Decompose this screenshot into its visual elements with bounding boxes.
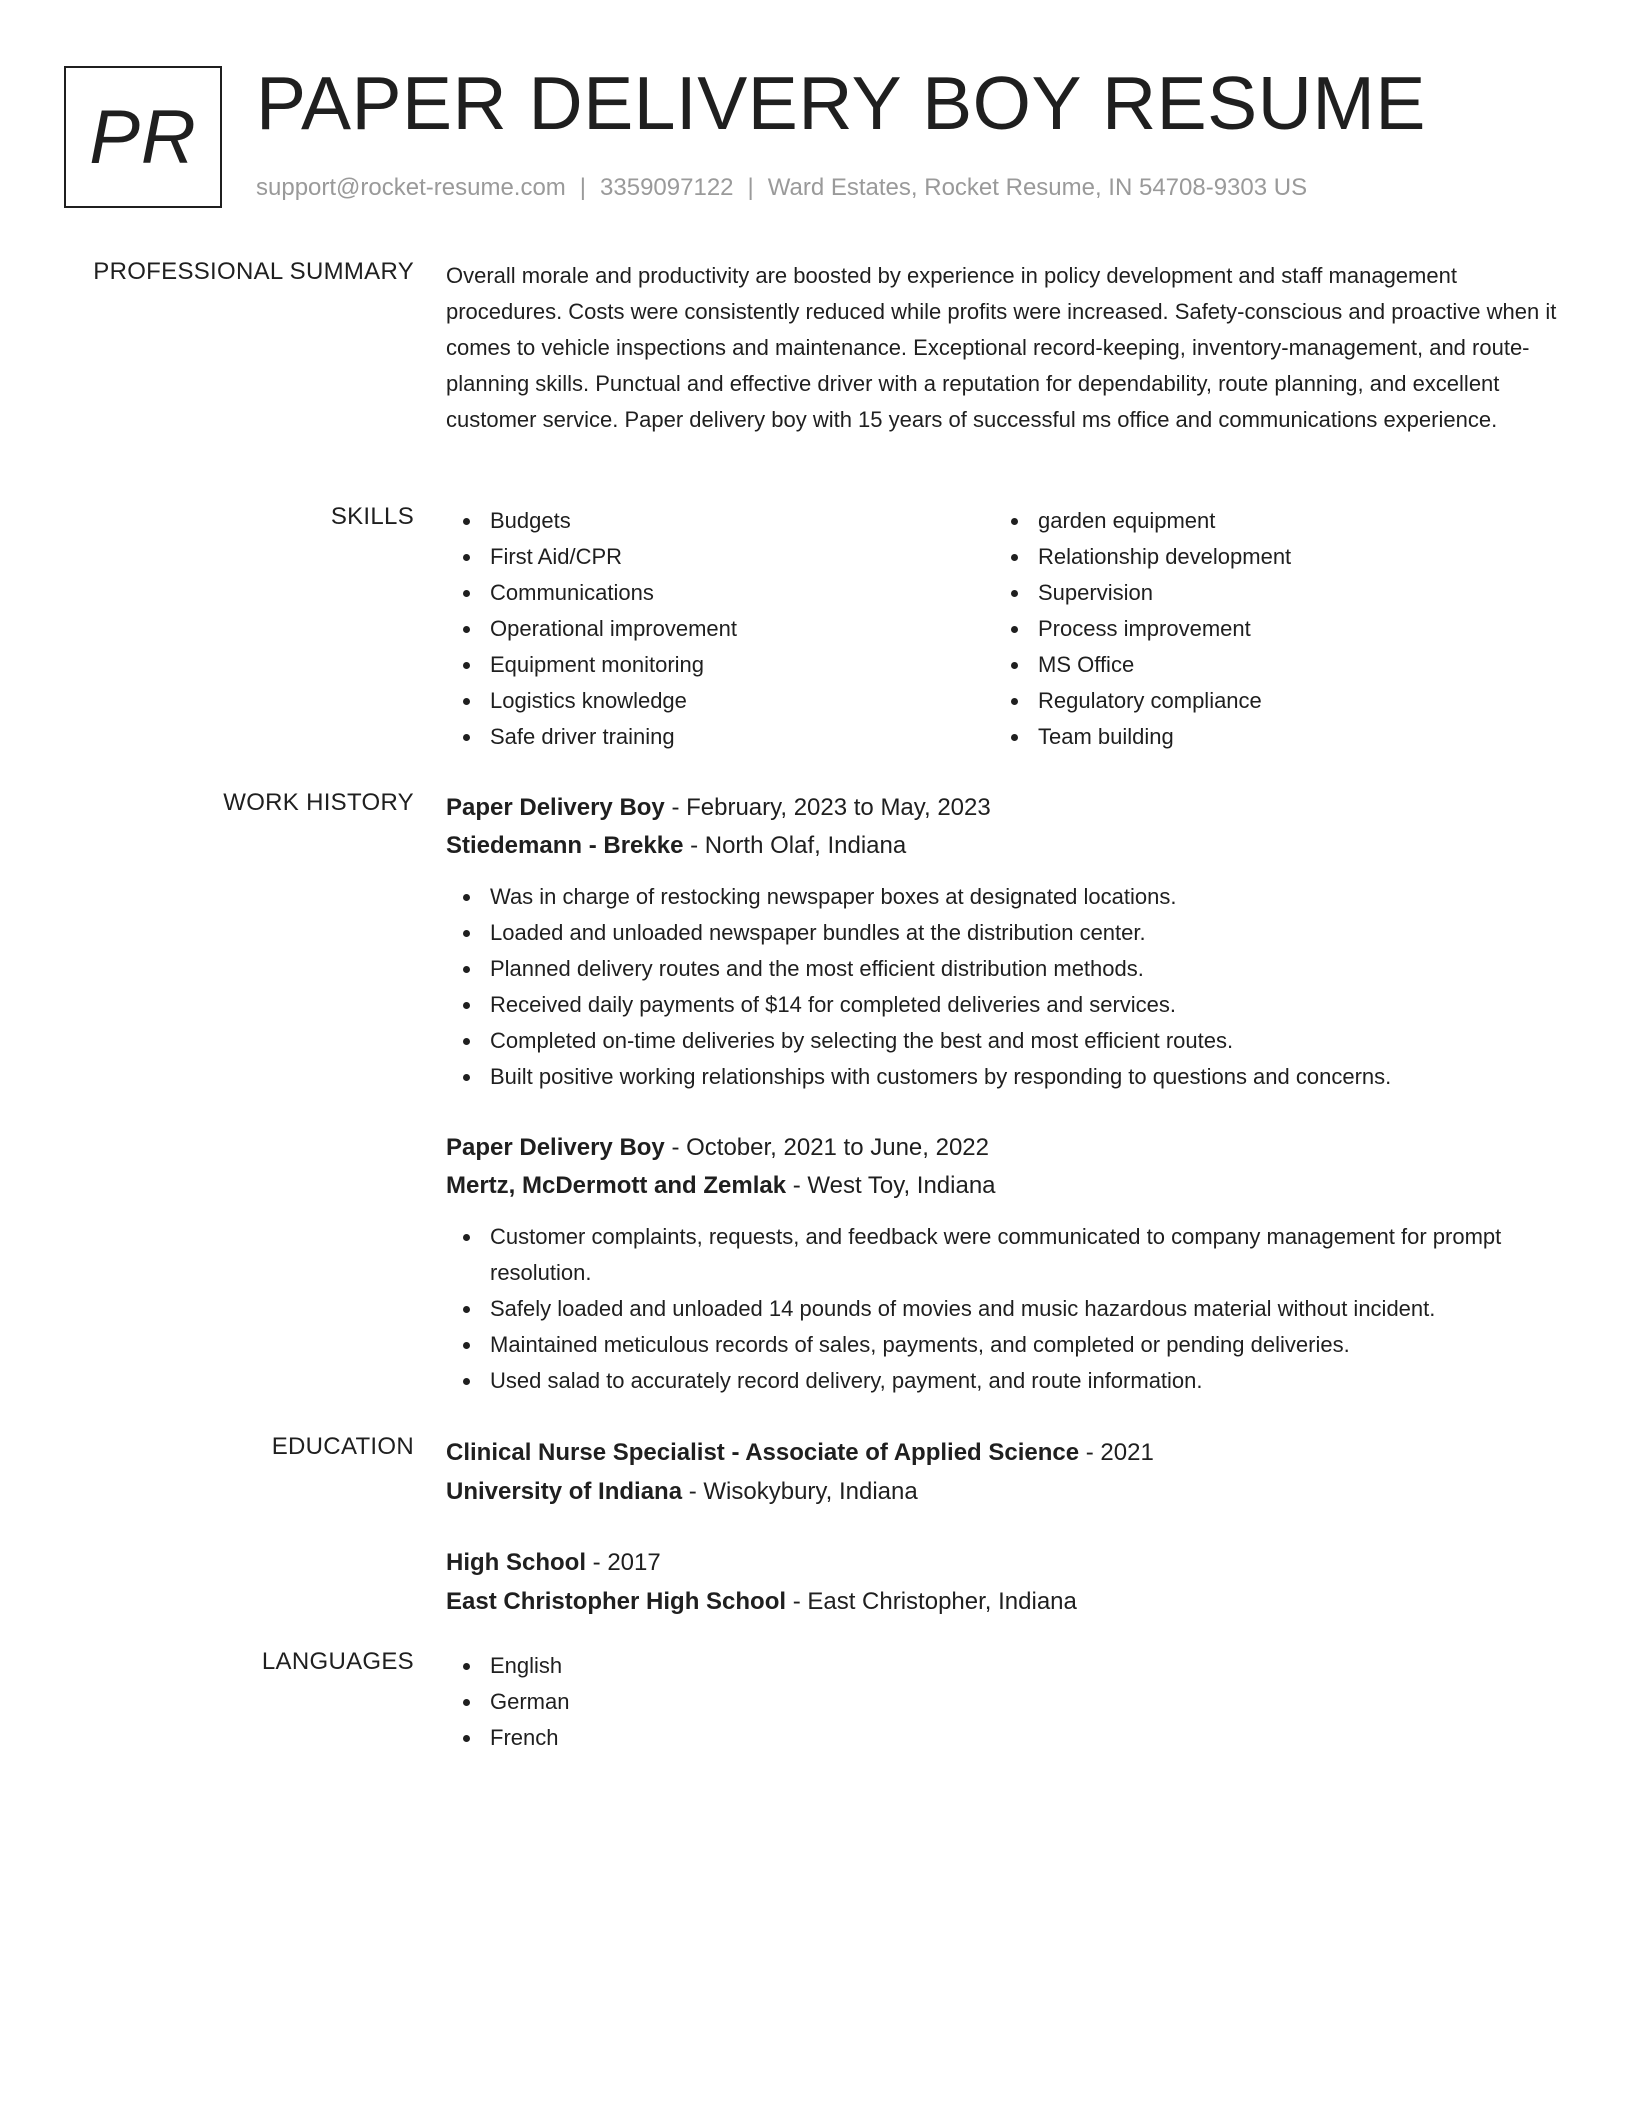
degree-name: Clinical Nurse Specialist - Associate of Applied Science bbox=[446, 1439, 1080, 1466]
skill-item: Safe driver training bbox=[446, 719, 994, 755]
degree-year: - 2017 bbox=[586, 1549, 661, 1576]
contact-address: Ward Estates, Rocket Resume, IN 54708-9303 US bbox=[767, 174, 1308, 201]
work-history-body bbox=[446, 789, 1566, 1399]
degree-line bbox=[446, 1433, 1566, 1472]
school-location: - East Christopher, Indiana bbox=[786, 1588, 1077, 1615]
degree-name: High School bbox=[446, 1549, 586, 1576]
contact-separator: | bbox=[579, 174, 587, 201]
section-label: LANGUAGES bbox=[261, 1648, 414, 1675]
duty-item: Built positive working relationships with customers by responding to questions and concerns. bbox=[446, 1059, 1566, 1095]
contact-line bbox=[256, 174, 1307, 202]
summary-text: Overall morale and productivity are boosted by experience in policy development and staff management procedures. Costs were consistently reduced while profits were increased. Safety-conscious and proactive when it comes to vehicle inspections and maintenance. Exceptional record-keeping, inventory-management, and route-planning skills. Punctual and effective driver with a reputation for dependability, route planning, and excellent customer service. Paper delivery boy with 15 years of successful ms office and communications experience. bbox=[446, 263, 1557, 432]
language-item: German bbox=[446, 1684, 1566, 1720]
job-title: Paper Delivery Boy bbox=[446, 1134, 665, 1161]
job-title: Paper Delivery Boy bbox=[446, 794, 665, 821]
duty-item: Loaded and unloaded newspaper bundles at the distribution center. bbox=[446, 915, 1566, 951]
education-entry bbox=[446, 1543, 1566, 1621]
school-name: East Christopher High School bbox=[446, 1588, 787, 1615]
language-item: English bbox=[446, 1648, 1566, 1684]
language-item: French bbox=[446, 1720, 1566, 1756]
summary-body bbox=[446, 258, 1566, 438]
school-location: - Wisokybury, Indiana bbox=[682, 1478, 918, 1505]
education-body bbox=[446, 1433, 1566, 1621]
job-company: Stiedemann - Brekke bbox=[446, 832, 684, 859]
job-company-line bbox=[446, 1167, 1566, 1205]
contact-phone: 3359097122 bbox=[600, 174, 734, 201]
skill-item: Communications bbox=[446, 575, 994, 611]
duty-item: Used salad to accurately record delivery, payment, and route information. bbox=[446, 1363, 1566, 1399]
monogram-box bbox=[64, 66, 222, 208]
skills-grid bbox=[446, 503, 1566, 755]
monogram-initials: PR bbox=[89, 94, 197, 180]
job-entry bbox=[446, 789, 1566, 1095]
duty-item: Was in charge of restocking newspaper boxes at designated locations. bbox=[446, 879, 1566, 915]
job-title-line bbox=[446, 1129, 1566, 1167]
duty-item: Completed on-time deliveries by selecting the best and most efficient routes. bbox=[446, 1023, 1566, 1059]
resume-header bbox=[64, 61, 1564, 216]
degree-line bbox=[446, 1543, 1566, 1582]
skill-item: Operational improvement bbox=[446, 611, 994, 647]
duty-item: Planned delivery routes and the most efficient distribution methods. bbox=[446, 951, 1566, 987]
skill-item: Logistics knowledge bbox=[446, 683, 994, 719]
skill-item: Supervision bbox=[994, 575, 1542, 611]
skill-item: MS Office bbox=[994, 647, 1542, 683]
skills-list-left bbox=[446, 503, 994, 755]
job-entry bbox=[446, 1129, 1566, 1399]
section-label: SKILLS bbox=[330, 503, 414, 530]
skill-item: Process improvement bbox=[994, 611, 1542, 647]
skill-item: First Aid/CPR bbox=[446, 539, 994, 575]
duty-item: Maintained meticulous records of sales, payments, and completed or pending deliveries. bbox=[446, 1327, 1566, 1363]
skill-item: garden equipment bbox=[994, 503, 1542, 539]
job-dates: - October, 2021 to June, 2022 bbox=[664, 1134, 990, 1161]
section-label: PROFESSIONAL SUMMARY bbox=[93, 258, 414, 285]
school-name: University of Indiana bbox=[446, 1478, 683, 1505]
skill-item: Budgets bbox=[446, 503, 994, 539]
degree-year: - 2021 bbox=[1079, 1439, 1154, 1466]
contact-separator: | bbox=[747, 174, 754, 201]
languages-list bbox=[446, 1648, 1566, 1756]
resume-title: PAPER DELIVERY BOY RESUME bbox=[256, 61, 1426, 145]
languages-body bbox=[446, 1648, 1566, 1756]
education-entry bbox=[446, 1433, 1566, 1511]
job-dates: - February, 2023 to May, 2023 bbox=[664, 794, 991, 821]
job-location: - North Olaf, Indiana bbox=[683, 832, 907, 859]
contact-email: support@rocket-resume.com bbox=[256, 174, 566, 201]
skill-item: Relationship development bbox=[994, 539, 1542, 575]
skill-item: Equipment monitoring bbox=[446, 647, 994, 683]
skill-item: Team building bbox=[994, 719, 1542, 755]
school-line bbox=[446, 1472, 1566, 1511]
section-label: EDUCATION bbox=[271, 1433, 414, 1460]
section-label: WORK HISTORY bbox=[223, 789, 414, 816]
job-title-line bbox=[446, 789, 1566, 827]
school-line bbox=[446, 1582, 1566, 1621]
skills-list-right bbox=[994, 503, 1542, 755]
skill-item: Regulatory compliance bbox=[994, 683, 1542, 719]
job-duties bbox=[446, 879, 1566, 1095]
job-company: Mertz, McDermott and Zemlak bbox=[446, 1172, 787, 1199]
job-company-line bbox=[446, 827, 1566, 865]
duty-item: Received daily payments of $14 for completed deliveries and services. bbox=[446, 987, 1566, 1023]
duty-item: Customer complaints, requests, and feedback were communicated to company management for prompt resolution. bbox=[446, 1219, 1566, 1291]
duty-item: Safely loaded and unloaded 14 pounds of movies and music hazardous material without incident. bbox=[446, 1291, 1566, 1327]
job-location: - West Toy, Indiana bbox=[786, 1172, 996, 1199]
job-duties bbox=[446, 1219, 1566, 1399]
